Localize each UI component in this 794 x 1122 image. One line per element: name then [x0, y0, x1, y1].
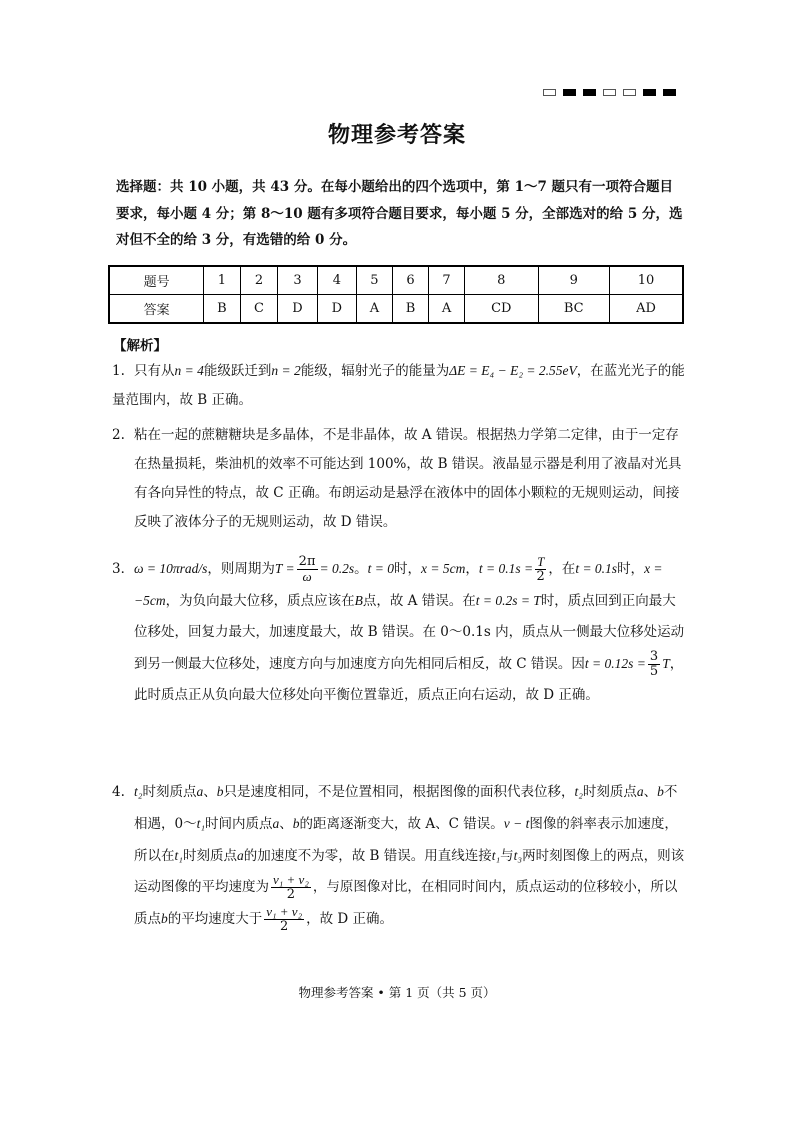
text: 时，	[617, 561, 645, 577]
text: 点，故 A 错误。在	[362, 593, 476, 609]
math: T =	[274, 561, 295, 576]
answer-cell: A	[429, 295, 465, 324]
text: ，与原图像对比，在相同时间内，质点运动的位移较小，所以质点	[134, 879, 678, 927]
question-number: 2	[240, 266, 278, 295]
numerator: v₁ + v₂	[273, 872, 309, 887]
answer-cell: BC	[538, 295, 609, 324]
text: ，为负向最大位移，质点应该在	[165, 593, 355, 609]
answer-cell: AD	[610, 295, 684, 324]
question-number: 4	[317, 266, 356, 295]
answer-cell: C	[240, 295, 278, 324]
text: 不相遇，0～	[134, 784, 678, 832]
code-mark-filled	[663, 89, 676, 96]
numerator: 2π	[298, 554, 316, 569]
text: 图像的斜率表示加速度，所以在	[134, 816, 678, 864]
math: t = 0.1s	[575, 561, 618, 576]
question-number: 5	[357, 266, 393, 295]
instructions: 选择题：共 10 小题，共 43 分。在每小题给出的四个选项中，第 1～7 题只有一项符合题目要求，每小题 4 分；第 8～10 题有多项符合题目要求，每小题 5 分，全部选对的给 5 分，选对但不全的给 3 分，有选错的给 0 分。	[116, 179, 683, 248]
math: t = 0.2s = T	[475, 593, 541, 608]
text: 只是速度相同，不是位置相同，根据图像的面积代表位移，	[223, 784, 575, 800]
text: 时，质点回到正向最大位移处，回复力最大，加速度最大，故 B 错误。在 0～0.1s 内，质点从一侧最大位移处运动到另一侧最大位移处，速度方向与加速度方向先相同后相反，故 C 错误。	[134, 593, 685, 672]
text: 时刻质点	[142, 784, 197, 800]
math: ΔE = E₄ − E₂ = 2.55eV	[449, 363, 577, 378]
row-label: 题号	[109, 266, 204, 295]
numerator: v₁ + v₂	[266, 904, 303, 919]
page-footer: 物理参考答案 • 第 1 页（共 5 页）	[298, 985, 496, 1000]
math: x = −5cm	[134, 561, 663, 608]
question-number: 9	[538, 266, 609, 295]
numerator: T	[537, 554, 545, 569]
math: t₂	[574, 784, 583, 799]
denominator: 2	[280, 919, 289, 934]
code-mark-empty	[623, 89, 636, 96]
text: 的距离逐渐变大，故 A、C 错误。	[299, 816, 504, 832]
fraction	[264, 905, 304, 934]
question-number: 3	[278, 266, 317, 295]
answer-table	[108, 265, 684, 324]
fraction	[648, 650, 660, 679]
text: ，在蓝光光子的能量范围内，故 B 正确。	[112, 363, 685, 408]
answer-cell: CD	[464, 295, 538, 324]
text: 时刻质点	[182, 848, 237, 864]
text: ，在	[548, 561, 576, 577]
math: v − t	[503, 816, 530, 831]
text: 只有从	[134, 363, 175, 379]
math: = 0.2s	[319, 561, 355, 576]
answer-cell: D	[278, 295, 317, 324]
item-number: 2.	[112, 427, 125, 443]
header-code-marks	[543, 89, 676, 96]
question-number: 10	[610, 266, 684, 295]
text: 的加速度不为零，故 B 错误。用直线连接	[243, 848, 492, 864]
math: T	[662, 656, 670, 671]
question-number: 1	[204, 266, 240, 295]
text: 时刻质点	[582, 784, 637, 800]
question-number: 7	[429, 266, 465, 295]
analysis-item-2	[112, 421, 687, 537]
text: 、	[279, 816, 293, 832]
text: 。	[354, 561, 368, 577]
question-number: 6	[392, 266, 428, 295]
fraction	[297, 555, 318, 584]
math: a	[196, 784, 204, 799]
math: t = 0.12s =	[584, 656, 646, 671]
math: t₁	[491, 848, 501, 863]
math: a	[272, 816, 280, 831]
numerator: 3	[649, 649, 659, 664]
analysis-item-3	[112, 553, 687, 711]
code-mark-filled	[643, 89, 656, 96]
math: t₁	[196, 816, 206, 831]
answer-cell: A	[357, 295, 393, 324]
analysis-heading: 【解析】	[113, 338, 167, 354]
text: ，则周期为	[207, 561, 275, 577]
answer-cell: D	[317, 295, 356, 324]
text: 粘在一起的蔗糖糖块是多晶体，不是非晶体，故 A 错误。根据热力学第二定律，由于一定存在热量损耗，柴油机的效率不可能达到 100%，故 B 错误。液晶显示器是利用了液晶对光具有各向异性的特点，故 C 正确。布朗运动是悬浮在液体中的固体小颗粒的无规则运动，间接反映了液体分子的无规则运动，故 D 错误。	[134, 427, 682, 530]
analysis-item-1	[112, 356, 687, 415]
fraction	[535, 555, 546, 584]
text: ，故 D 正确。	[306, 911, 394, 927]
math: B	[354, 593, 363, 608]
denominator: ω	[302, 569, 312, 584]
denominator: 5	[649, 664, 659, 679]
item-number: 4.	[112, 784, 125, 800]
math: x = 5cm	[421, 561, 466, 576]
math: b	[216, 784, 224, 799]
math: a	[636, 784, 644, 799]
table-row-answers	[109, 295, 683, 324]
math: t = 0	[367, 561, 394, 576]
math: n = 4	[174, 363, 204, 378]
text: ，此时质点正从负向最大位移处向平衡位置靠近，质点正向右运动，故 D 正确。	[134, 656, 684, 703]
item-number: 1.	[112, 363, 125, 379]
code-mark-filled	[583, 89, 596, 96]
text: 的平均速度大于	[167, 911, 263, 927]
denominator: 2	[286, 887, 296, 902]
math: t₁	[174, 848, 183, 863]
text: 时间内质点	[205, 816, 273, 832]
math: t = 0.1s =	[478, 561, 534, 576]
code-mark-filled	[563, 89, 576, 96]
code-mark-empty	[603, 89, 616, 96]
text: 因	[571, 656, 585, 672]
text: ，	[465, 561, 479, 577]
math: n = 2	[271, 363, 301, 378]
math: a	[236, 848, 244, 863]
answer-cell: B	[392, 295, 428, 324]
question-number: 8	[464, 266, 538, 295]
code-mark-empty	[543, 89, 556, 96]
answer-cell: B	[204, 295, 240, 324]
table-row-numbers	[109, 266, 683, 295]
text: 能级，辐射光子的能量为	[300, 363, 450, 379]
math: b	[657, 784, 664, 799]
math: t₂	[134, 784, 143, 799]
analysis-item-4	[112, 776, 687, 935]
text: 与	[500, 848, 514, 864]
math: b	[292, 816, 300, 831]
text: 、	[643, 784, 658, 800]
fraction	[271, 873, 311, 902]
denominator: 2	[536, 569, 545, 584]
text: 能级跃迁到	[203, 363, 272, 379]
math: b	[161, 911, 168, 926]
math: ω = 10πrad/s	[134, 561, 208, 576]
text: 、	[203, 784, 217, 800]
item-number: 3．	[112, 561, 135, 577]
text: 两时刻图像上的两点，则该运动图像的平均速度为	[134, 848, 685, 895]
text: 时，	[394, 561, 421, 577]
page-title: 物理参考答案	[327, 122, 466, 148]
math: t₃	[513, 848, 523, 863]
row-label: 答案	[109, 295, 204, 324]
